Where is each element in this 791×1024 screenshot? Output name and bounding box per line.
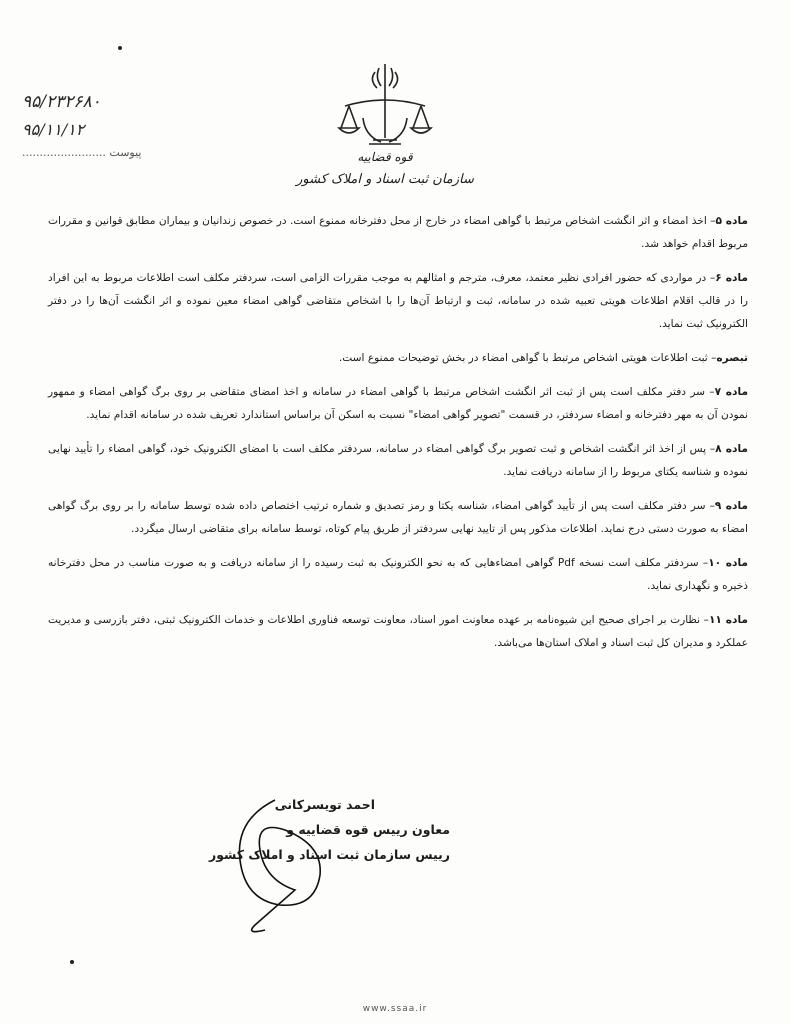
- article-paragraph: [48, 210, 748, 256]
- article-text: – پس از اخذ اثر انگشت اشخاص و ثبت تصویر برگ گواهی امضاء در سامانه، سردفتر مکلف است با امضای الکترونیک خود، گواهی امضاء را تأیید نهایی نموده و شناسه یکتای مربوط را از سامانه دریافت نماید.: [48, 443, 748, 478]
- scan-speck: [70, 960, 74, 964]
- article-label: ماده ۵: [715, 215, 748, 227]
- article-text: – اخذ امضاء و اثر انگشت اشخاص مرتبط با گواهی امضاء در خارج از محل دفترخانه ممنوع است. در خصوص زندانیان و بیماران مطابق قوانین و مقررات مربوط اقدام خواهد شد.: [48, 215, 748, 250]
- signature-block: [160, 792, 450, 867]
- scan-speck: [118, 46, 122, 50]
- article-paragraph: [48, 381, 748, 427]
- signer-title: رییس سازمان ثبت اسناد و املاک کشور: [209, 847, 450, 862]
- article-label: ماده ۱۱: [708, 614, 748, 626]
- article-text: – در مواردی که حضور افرادی نظیر معتمد، معرف، مترجم و امثالهم به موجب مقررات الزامی است، سردفتر مکلف است اطلاعات مربوط به این افراد را در قالب اقلام اطلاعات هویتی تعبیه شده در سامانه، ثبت و ارتباط آن‌ها را با اشخاص متقاضی گواهی امضاء معین نموده و اثر انگشت آن‌ها را در دفتر الکترونیک ثبت نماید.: [48, 272, 748, 330]
- article-text: – ثبت اطلاعات هویتی اشخاص مرتبط با گواهی امضاء در بخش توضیحات ممنوع است.: [338, 352, 717, 364]
- letter-body: [48, 210, 748, 666]
- org-subtitle: سازمان ثبت اسناد و املاک کشور: [296, 172, 474, 187]
- article-label: ماده ۶: [715, 272, 748, 284]
- letter-number: ۹۵/۲۳۲۶۸۰: [22, 92, 101, 112]
- article-paragraph: [48, 267, 748, 336]
- article-paragraph: [48, 438, 748, 484]
- article-text: – سر دفتر مکلف است پس از ثبت اثر انگشت اشخاص مرتبط با گواهی امضاء در سامانه و اخذ امضای متقاضی بر روی برگ گواهی امضاء و ممهور نمودن آن به مهر دفترخانه و امضاء سردفتر، در قسمت "تصویر گواهی امضاء" نسبت به اسکن آن براساس استاندارد تعریف شده در سامانه اقدام نماید.: [48, 386, 748, 421]
- article-paragraph: [48, 552, 748, 598]
- letter-date: ۹۵/۱۱/۱۲: [22, 120, 85, 139]
- article-paragraph: [48, 609, 748, 655]
- article-paragraph: [48, 347, 748, 370]
- article-paragraph: [48, 495, 748, 541]
- signer-name: احمد تویسرکانی: [274, 797, 375, 812]
- article-label: ماده ۱۰: [708, 557, 748, 569]
- article-label: ماده ۹: [714, 500, 748, 512]
- article-text: – سر دفتر مکلف است پس از تأیید گواهی امضاء، شناسه یکتا و رمز تصدیق و شماره ترتیب اختصاص داده شده توسط سامانه را بر روی برگ گواهی امضاء به صورت دستی درج نماید. اطلاعات مذکور پس از تایید نهایی سردفتر از طریق پیام کوتاه، توسط سامانه برای متقاضی ارسال میگردد.: [48, 500, 748, 535]
- org-name: قوه قضاییه: [357, 150, 413, 164]
- article-text: – نظارت بر اجرای صحیح این شیوه‌نامه بر عهده معاونت امور اسناد، معاونت توسعه فناوری اطلاعات و خدمات الکترونیک ثبتی، دفتر بازرسی و مدیریت عملکرد و مدیران کل ثبت اسناد و املاک استان‌ها می‌باشد.: [48, 614, 748, 649]
- judiciary-scales-emblem-icon: [335, 58, 435, 158]
- letter-attachment: پیوست ........................: [22, 146, 142, 159]
- article-label: ماده ۸: [715, 443, 748, 455]
- article-label: ماده ۷: [714, 386, 749, 398]
- signer-title: معاون رییس قوه قضاییه و: [286, 822, 450, 837]
- article-label: تبصره: [716, 352, 748, 364]
- footer-url: www.ssaa.ir: [362, 1004, 428, 1014]
- article-text: – سردفتر مکلف است نسخه Pdf گواهی امضاءهایی که به نحو الکترونیک به ثبت رسیده را از سامانه دریافت و به صورت مناسب در محل دفترخانه ذخیره و نگهداری نماید.: [48, 557, 748, 592]
